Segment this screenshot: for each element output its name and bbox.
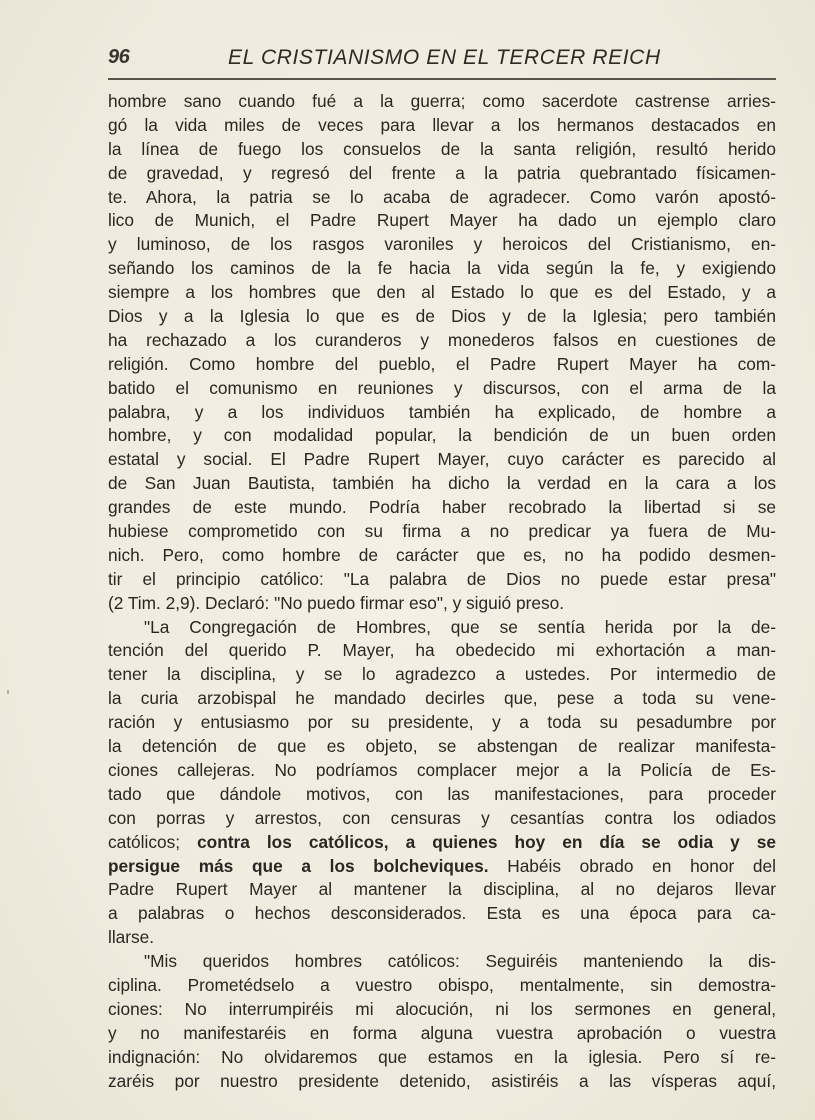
text-line: y no manifestaréis en forma alguna vuestra aprobación o vuestra	[108, 1022, 776, 1043]
text-line: tir el principio católico: "La palabra de Dios no puede estar presa"	[108, 568, 776, 589]
text-line: Dios y a la Iglesia lo que es de Dios y de la Iglesia; pero también	[108, 306, 776, 327]
header-rule	[108, 78, 776, 80]
text-line: indignación: No olvidaremos que estamos en la iglesia. Pero sí re-	[108, 1046, 776, 1067]
text-line: y luminoso, de los rasgos varoniles y heroicos del Cristianismo, en-	[108, 234, 776, 255]
bold-text-span: contra los católicos, a quienes hoy en día se odia y se	[197, 831, 776, 852]
body-text	[108, 90, 776, 1093]
text-line: Padre Rupert Mayer al mantener la disciplina, al no dejaros llevar	[108, 879, 776, 900]
text-line: hombre sano cuando fué a la guerra; como sacerdote castrense arries-	[108, 91, 776, 111]
page-number: 96	[108, 46, 130, 68]
text-line: palabra, y a los individuos también ha explicado, de hombre a	[108, 401, 776, 422]
page-header	[108, 44, 776, 74]
text-line: gó la vida miles de veces para llevar a los hermanos destacados en	[108, 114, 776, 135]
text-line: "Mis queridos hombres católicos: Seguiréis manteniendo la dis-	[144, 951, 776, 972]
text-line-mixed	[108, 855, 776, 879]
text-line: zaréis por nuestro presidente detenido, asistiréis a las vísperas aquí,	[108, 1070, 776, 1091]
text-line: ciones: No interrumpiréis mi alocución, ni los sermones en general,	[108, 998, 776, 1019]
text-line: la línea de fuego los consuelos de la santa religión, resultó herido	[108, 138, 776, 159]
text-line: a palabras o hechos desconsiderados. Esta es una época para ca-	[108, 903, 776, 924]
text-line: tención del querido P. Mayer, ha obedecido mi exhortación a man-	[108, 640, 776, 661]
text-line: ciplina. Prometédselo a vuestro obispo, mentalmente, sin demostra-	[108, 974, 776, 995]
text-span: católicos;	[108, 831, 181, 852]
running-title: EL CRISTIANISMO EN EL TERCER REICH	[228, 46, 661, 69]
text-line: (2 Tim. 2,9). Declaró: "No puedo firmar eso", y siguió preso.	[108, 592, 565, 613]
text-line: de San Juan Bautista, también ha dicho la verdad en la cara a los	[108, 473, 776, 494]
text-line: señando los caminos de la fe hacia la vida según la fe, y exigiendo	[108, 258, 776, 279]
text-line: ciones callejeras. No podríamos complacer mejor a la Policía de Es-	[108, 759, 776, 780]
text-line: estatal y social. El Padre Rupert Mayer, cuyo carácter es parecido al	[108, 449, 776, 470]
text-line: hombre, y con modalidad popular, la bendición de un buen orden	[108, 425, 776, 446]
text-line: de gravedad, y regresó del frente a la patria quebrantado físicamen-	[108, 162, 776, 183]
scan-speck	[7, 690, 9, 694]
text-line-mixed	[108, 831, 776, 855]
text-line: la curia arzobispal he mandado decirles que, pese a toda su vene-	[108, 688, 776, 709]
text-line: con porras y arrestos, con censuras y cesantías contra los odiados	[108, 807, 776, 828]
text-line: nich. Pero, como hombre de carácter que es, no ha podido desmen-	[108, 544, 776, 565]
text-line: lico de Munich, el Padre Rupert Mayer ha dado un ejemplo claro	[108, 210, 776, 231]
text-line: la detención de que es objeto, se abstengan de realizar manifesta-	[108, 736, 776, 757]
text-line: grandes de este mundo. Podría haber recobrado la libertad si se	[108, 497, 776, 518]
text-line: hubiese comprometido con su firma a no predicar ya fuera de Mu-	[108, 521, 776, 542]
text-line: ración y entusiasmo por su presidente, y a toda su pesadumbre por	[108, 712, 776, 733]
text-line: "La Congregación de Hombres, que se sentía herida por la de-	[144, 616, 776, 637]
text-line: religión. Como hombre del pueblo, el Padre Rupert Mayer ha com-	[108, 353, 776, 374]
text-line: te. Ahora, la patria se lo acaba de agradecer. Como varón apostó-	[108, 186, 776, 207]
text-line: siempre a los hombres que den al Estado lo que es del Estado, y a	[108, 282, 776, 303]
text-line: tado que dándole motivos, con las manifestaciones, para proceder	[108, 783, 776, 804]
text-line: batido el comunismo en reuniones y discursos, con el arma de la	[108, 377, 776, 398]
bold-text-span: persigue más que a los bolcheviques.	[108, 855, 489, 876]
text-line: ha rechazado a los curanderos y monederos falsos en cuestiones de	[108, 329, 776, 350]
text-span: Habéis obrado en honor del	[507, 855, 776, 876]
text-line: llarse.	[108, 927, 155, 948]
text-line: tener la disciplina, y se lo agradezco a ustedes. Por intermedio de	[108, 664, 776, 685]
